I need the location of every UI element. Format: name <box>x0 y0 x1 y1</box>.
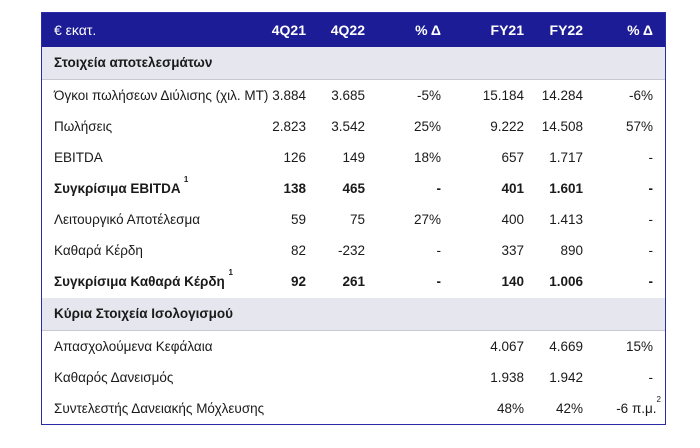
cell: -5% <box>416 88 441 103</box>
cell: 4.067 <box>490 339 524 354</box>
cell: 14.508 <box>541 119 583 134</box>
cell: 27% <box>413 212 441 227</box>
cell: 140 <box>501 274 524 289</box>
table-row <box>42 80 665 111</box>
section-title: Στοιχεία αποτελεσμάτων <box>54 55 213 70</box>
col-header-4q22: 4Q22 <box>330 22 365 38</box>
section-header-balance-sheet <box>42 298 665 331</box>
cell: - <box>648 370 653 385</box>
cell: 337 <box>501 243 524 258</box>
col-header-4q21: 4Q21 <box>271 22 306 38</box>
cell: 149 <box>342 150 365 165</box>
table-row <box>42 111 665 142</box>
financial-table <box>41 12 666 425</box>
cell: - <box>436 274 441 289</box>
unit-label: € εκατ. <box>54 22 97 38</box>
cell: 4.669 <box>549 339 583 354</box>
row-label-group <box>54 173 188 204</box>
table-row <box>42 331 665 362</box>
cell: 1.942 <box>549 370 583 385</box>
row-label: Καθαρά Κέρδη <box>54 243 143 258</box>
footnote-marker: 1 <box>228 268 233 277</box>
row-label: EBITDA <box>54 150 103 165</box>
footnote-marker: 1 <box>183 175 189 184</box>
cell: 92 <box>290 274 306 289</box>
cell: 2.823 <box>272 119 306 134</box>
cell: 15.184 <box>482 88 524 103</box>
row-label: Απασχολούμενα Κεφάλαια <box>54 339 213 354</box>
cell: - <box>648 274 653 289</box>
cell: -232 <box>337 243 365 258</box>
cell: 48% <box>496 401 524 416</box>
table-row <box>42 204 665 235</box>
cell: 657 <box>501 150 524 165</box>
cell: 75 <box>349 212 365 227</box>
row-label: Συντελεστής Δανειακής Μόχλευσης <box>54 401 265 416</box>
cell: 3.542 <box>331 119 365 134</box>
cell: 1.938 <box>490 370 524 385</box>
row-label: Όγκοι πωλήσεων Διύλισης (χιλ. ΜΤ) <box>54 88 269 103</box>
cell: 400 <box>501 212 524 227</box>
row-label: Λειτουργικό Αποτέλεσμα <box>54 212 201 227</box>
cell: 82 <box>290 243 306 258</box>
cell: 57% <box>625 119 653 134</box>
row-label: Καθαρός Δανεισμός <box>54 370 174 385</box>
cell: 126 <box>283 150 306 165</box>
cell: 15% <box>625 339 653 354</box>
col-header-fy22: FY22 <box>549 22 583 38</box>
col-header-pct-q: % Δ <box>415 22 441 38</box>
cell: - <box>648 181 653 196</box>
col-header-fy21: FY21 <box>490 22 524 38</box>
cell: 261 <box>342 274 365 289</box>
cell: 401 <box>501 181 524 196</box>
table-row <box>42 142 665 173</box>
cell: 59 <box>290 212 306 227</box>
cell: - <box>648 243 653 258</box>
table-row <box>42 173 665 204</box>
cell: 3.884 <box>272 88 306 103</box>
cell: 138 <box>283 181 306 196</box>
cell: 14.284 <box>541 88 583 103</box>
table-row <box>42 266 665 297</box>
cell-group <box>616 393 661 424</box>
cell: 18% <box>413 150 441 165</box>
table-row <box>42 362 665 393</box>
footnote-marker: 2 <box>656 395 661 404</box>
cell: 42% <box>555 401 583 416</box>
cell: -6 π.μ. <box>616 401 657 416</box>
cell: 465 <box>342 181 365 196</box>
cell: 3.685 <box>331 88 365 103</box>
row-label: Συγκρίσιμα Καθαρά Κέρδη <box>54 274 225 289</box>
cell: 1.717 <box>549 150 583 165</box>
table-row <box>42 235 665 266</box>
section-title: Κύρια Στοιχεία Ισολογισμού <box>54 306 233 321</box>
cell: - <box>436 181 441 196</box>
section-header-results <box>42 47 665 80</box>
cell: 1.006 <box>549 274 583 289</box>
cell: - <box>436 243 441 258</box>
cell: 1.413 <box>549 212 583 227</box>
table-row <box>42 393 665 424</box>
cell: - <box>648 212 653 227</box>
cell: 890 <box>560 243 583 258</box>
row-label-group <box>54 266 233 297</box>
table-header <box>42 13 665 47</box>
cell: 1.601 <box>549 181 583 196</box>
cell: 25% <box>413 119 441 134</box>
row-label: Συγκρίσιμα EBITDA <box>54 181 181 196</box>
cell: -6% <box>628 88 653 103</box>
col-header-pct-fy: % Δ <box>627 22 653 38</box>
cell: 9.222 <box>490 119 524 134</box>
cell: - <box>648 150 653 165</box>
row-label: Πωλήσεις <box>54 119 113 134</box>
